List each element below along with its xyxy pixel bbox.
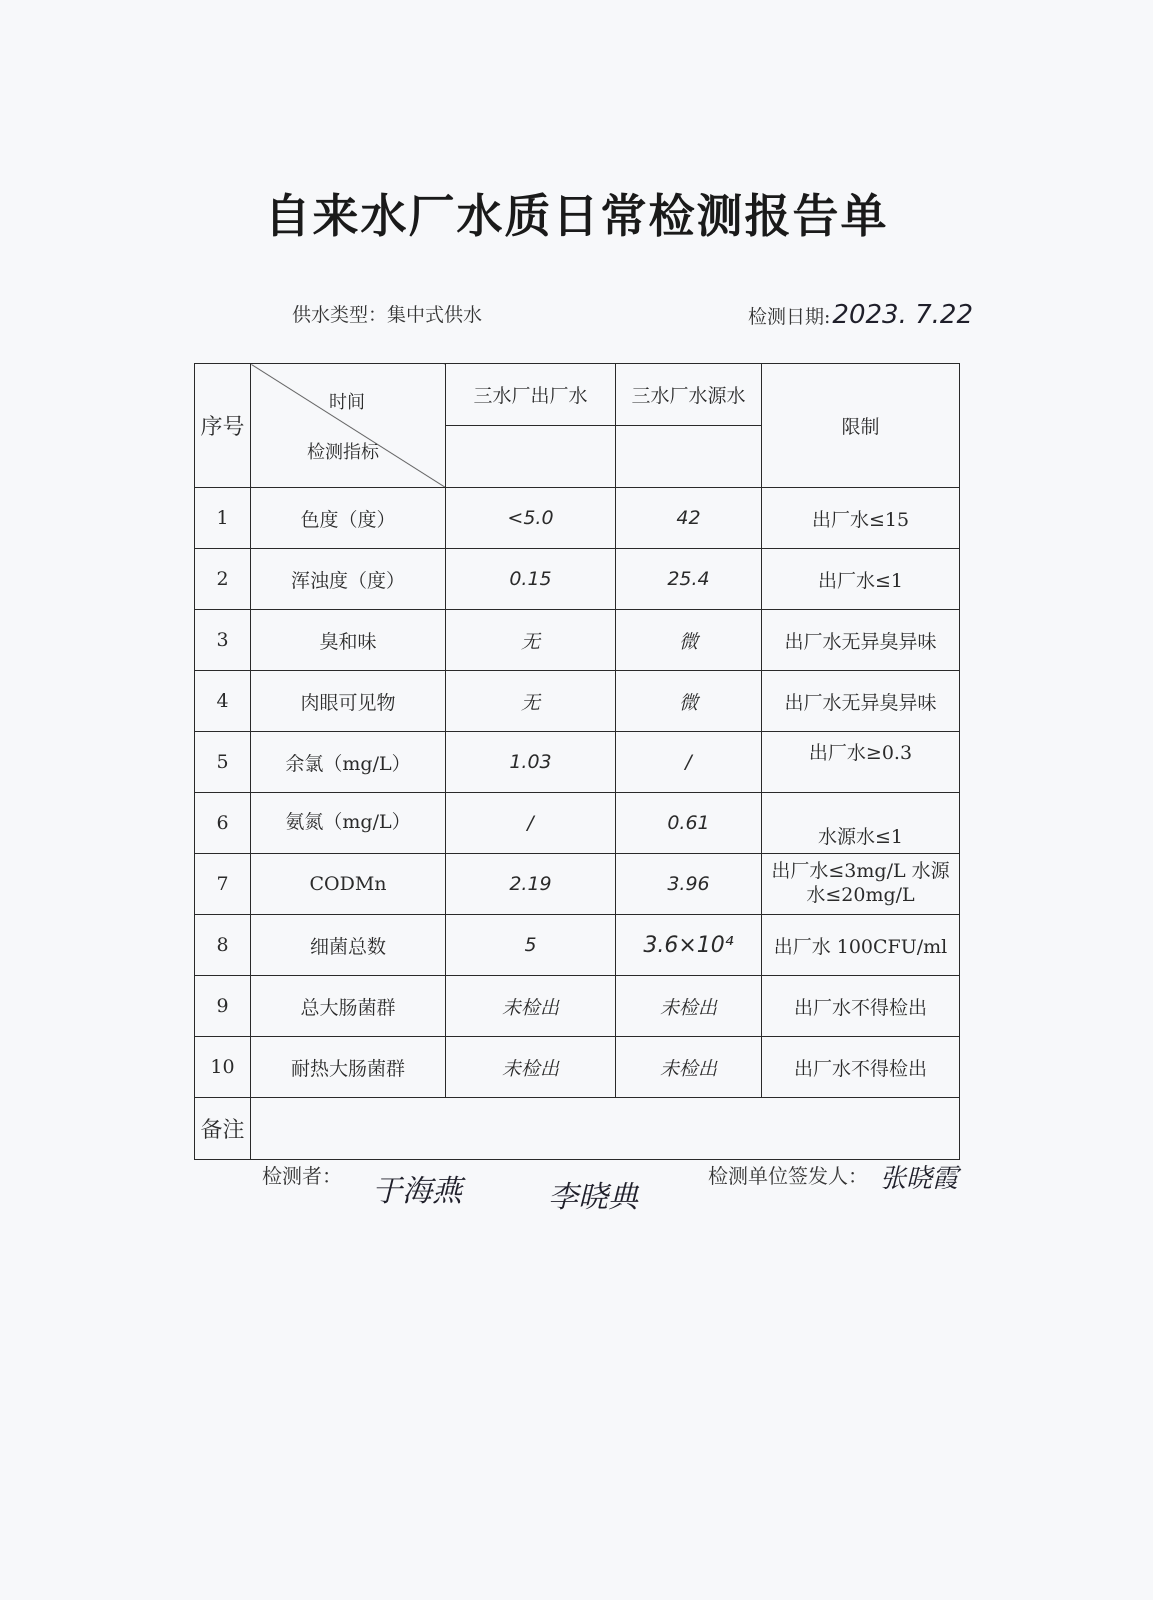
row-source-value: 未检出 <box>616 976 762 1037</box>
row-index: 5 <box>195 732 251 793</box>
supply-type: 供水类型：集中式供水 <box>292 304 483 326</box>
row-limit: 出厂水无异臭异味 <box>762 671 960 732</box>
row-source-value: 3.6×10⁴ <box>616 915 762 976</box>
row-outlet-value: / <box>446 793 616 854</box>
table-row <box>195 549 960 610</box>
tester-label: 检测者： <box>262 1164 342 1188</box>
row-limit: 出厂水≤3mg/L 水源水≤20mg/L <box>762 854 960 915</box>
table-row <box>195 488 960 549</box>
row-source-value: 未检出 <box>616 1037 762 1098</box>
row-source-value: 微 <box>616 610 762 671</box>
row-indicator: 氨氮（mg/L） <box>251 793 446 854</box>
report-table <box>194 363 960 1160</box>
row-outlet-value: 0.15 <box>446 549 616 610</box>
row-limit: 出厂水≤1 <box>762 549 960 610</box>
row-indicator: 细菌总数 <box>251 915 446 976</box>
row-indicator: 肉眼可见物 <box>251 671 446 732</box>
row-indicator: 色度（度） <box>251 488 446 549</box>
row-index: 9 <box>195 976 251 1037</box>
row-indicator: 总大肠菌群 <box>251 976 446 1037</box>
row-indicator: 臭和味 <box>251 610 446 671</box>
row-limit: 出厂水不得检出 <box>762 1037 960 1098</box>
table-row <box>195 671 960 732</box>
row-source-value: 3.96 <box>616 854 762 915</box>
row-indicator: 浑浊度（度） <box>251 549 446 610</box>
header-index: 序号 <box>195 364 251 488</box>
header-source-blank <box>616 426 762 488</box>
date-label: 检测日期: <box>748 306 831 328</box>
row-source-value: 微 <box>616 671 762 732</box>
row-limit: 出厂水 100CFU/ml <box>762 915 960 976</box>
row-limit: 出厂水不得检出 <box>762 976 960 1037</box>
header-outlet-water: 三水厂出厂水 <box>446 364 616 426</box>
header-diagonal-cell <box>251 364 446 488</box>
header-time: 时间 <box>329 392 365 413</box>
table-row <box>195 1037 960 1098</box>
row-outlet-value: 无 <box>446 610 616 671</box>
row-index: 6 <box>195 793 251 854</box>
row-limit: 出厂水≤15 <box>762 488 960 549</box>
table-row <box>195 976 960 1037</box>
row-indicator: CODMn <box>251 854 446 915</box>
row-source-value: 25.4 <box>616 549 762 610</box>
row-index: 4 <box>195 671 251 732</box>
header-indicator: 检测指标 <box>307 442 379 463</box>
row-source-value: 42 <box>616 488 762 549</box>
row-outlet-value: 未检出 <box>446 976 616 1037</box>
date-line <box>748 300 973 330</box>
row-source-value: / <box>616 732 762 793</box>
table-row <box>195 732 960 793</box>
tester-signature-1: 于海燕 <box>372 1174 462 1209</box>
table-row <box>195 610 960 671</box>
tester-signature-2: 李晓典 <box>548 1180 638 1215</box>
row-outlet-value: 无 <box>446 671 616 732</box>
row-outlet-value: 1.03 <box>446 732 616 793</box>
header-source-water: 三水厂水源水 <box>616 364 762 426</box>
issuer-label: 检测单位签发人： <box>708 1164 868 1188</box>
row-source-value: 0.61 <box>616 793 762 854</box>
row-limit: 出厂水≥0.3 <box>762 732 960 793</box>
row-index: 1 <box>195 488 251 549</box>
row-outlet-value: 2.19 <box>446 854 616 915</box>
row-indicator: 耐热大肠菌群 <box>251 1037 446 1098</box>
header-limit: 限制 <box>762 364 960 488</box>
remark-content <box>251 1098 960 1160</box>
row-index: 2 <box>195 549 251 610</box>
row-index: 10 <box>195 1037 251 1098</box>
row-index: 8 <box>195 915 251 976</box>
table-row <box>195 793 960 854</box>
header-outlet-blank <box>446 426 616 488</box>
row-limit: 出厂水无异臭异味 <box>762 610 960 671</box>
header-row <box>195 364 960 426</box>
row-outlet-value: 5 <box>446 915 616 976</box>
remark-label: 备注 <box>195 1098 251 1160</box>
table-row <box>195 915 960 976</box>
page-title: 自来水厂水质日常检测报告单 <box>264 189 889 243</box>
row-limit: 水源水≤1 <box>762 793 960 854</box>
row-outlet-value: 未检出 <box>446 1037 616 1098</box>
issuer-signature: 张晓霞 <box>880 1164 959 1194</box>
date-value: 2023. 7.22 <box>832 300 973 330</box>
row-index: 7 <box>195 854 251 915</box>
row-indicator: 余氯（mg/L） <box>251 732 446 793</box>
remark-row <box>195 1098 960 1160</box>
row-outlet-value: <5.0 <box>446 488 616 549</box>
row-index: 3 <box>195 610 251 671</box>
table-row <box>195 854 960 915</box>
